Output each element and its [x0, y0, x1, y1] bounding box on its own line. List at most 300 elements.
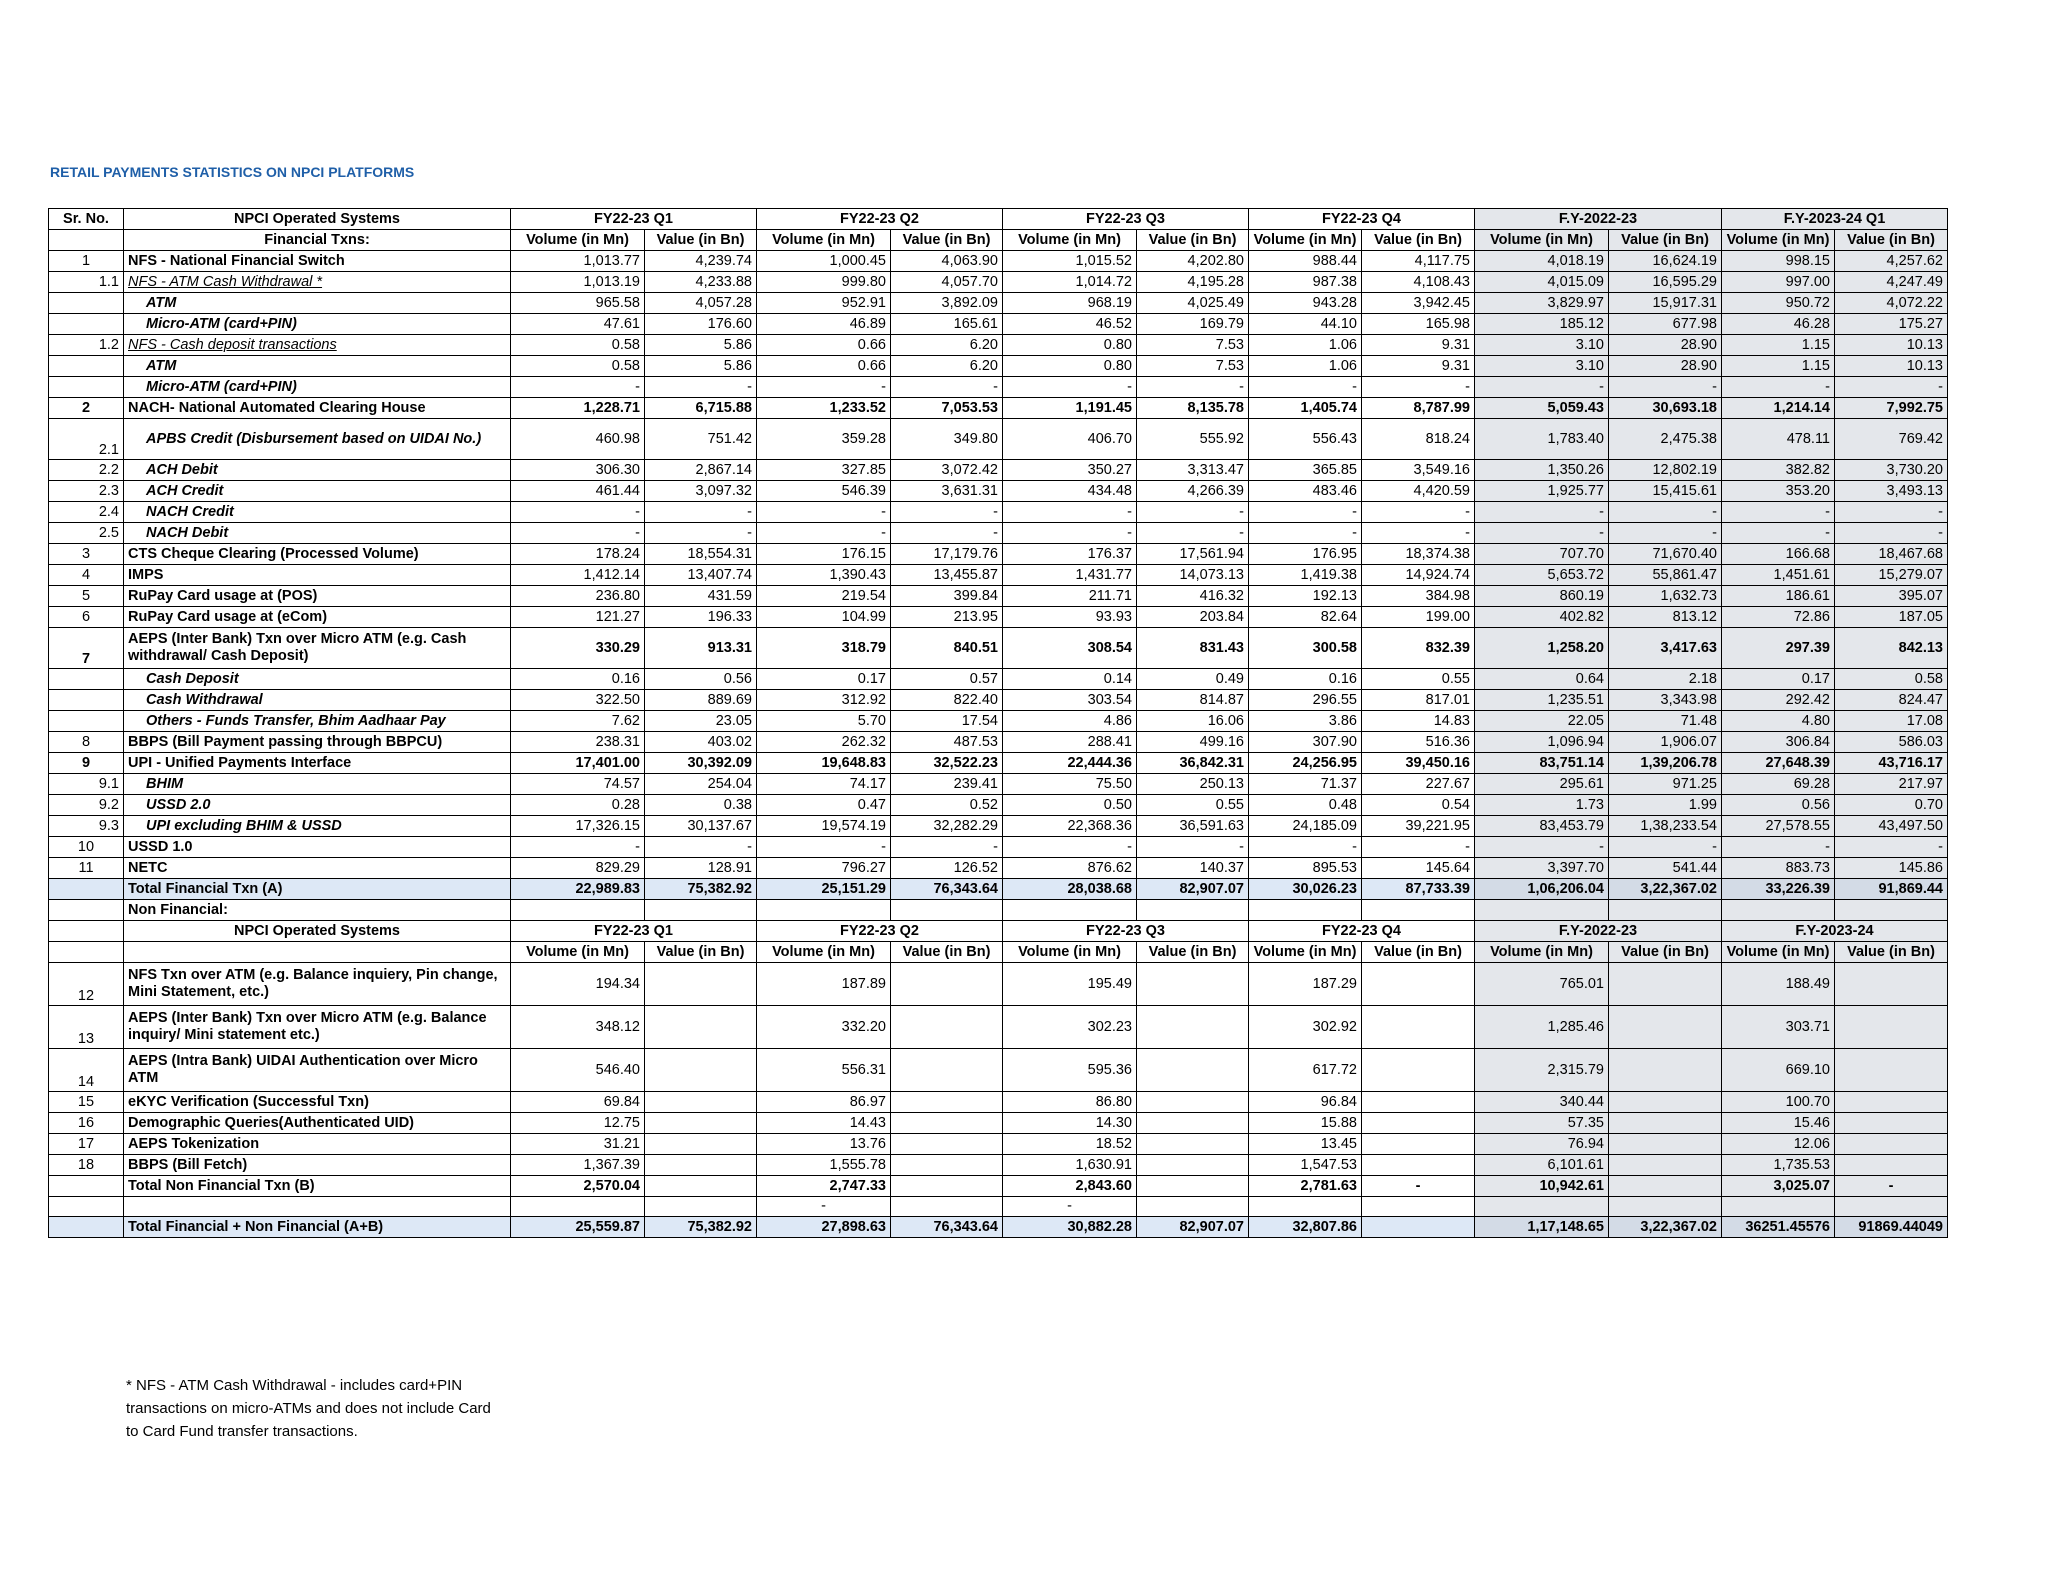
- value-cell: 968.19: [1003, 293, 1137, 314]
- value-cell: 17,179.76: [891, 544, 1003, 565]
- system-label: ACH Credit: [124, 481, 511, 502]
- empty-cell: [124, 1197, 511, 1217]
- value-cell: [645, 1006, 757, 1049]
- sr-no-cell: 1.2: [49, 335, 124, 356]
- table-row: [49, 460, 1948, 481]
- value-cell: [1362, 1134, 1475, 1155]
- value-cell: 239.41: [891, 774, 1003, 795]
- value-cell: 16,595.29: [1609, 272, 1722, 293]
- value-cell: 43,497.50: [1835, 816, 1948, 837]
- value-cell: [1362, 1217, 1475, 1238]
- value-cell: 295.61: [1475, 774, 1609, 795]
- value-cell: 327.85: [757, 460, 891, 481]
- value-cell: [1362, 1155, 1475, 1176]
- value-cell: -: [1475, 837, 1609, 858]
- value-cell: 769.42: [1835, 419, 1948, 460]
- sr-no-cell: 9.1: [49, 774, 124, 795]
- value-cell: 312.92: [757, 690, 891, 711]
- value-cell: 213.95: [891, 607, 1003, 628]
- sr-no-cell: 2.2: [49, 460, 124, 481]
- value-cell: 32,807.86: [1249, 1217, 1362, 1238]
- value-cell: 546.39: [757, 481, 891, 502]
- value-cell: 16,624.19: [1609, 251, 1722, 272]
- financial-total-row: [49, 879, 1948, 900]
- value-cell: [1835, 1049, 1948, 1092]
- value-cell: [1835, 1134, 1948, 1155]
- value-cell: 4,257.62: [1835, 251, 1948, 272]
- value-cell: -: [511, 523, 645, 544]
- value-cell: 460.98: [511, 419, 645, 460]
- value-cell: -: [1249, 523, 1362, 544]
- empty-cell: [1475, 900, 1609, 921]
- value-cell: 813.12: [1609, 607, 1722, 628]
- value-cell: 12,802.19: [1609, 460, 1722, 481]
- value-cell: [1835, 1006, 1948, 1049]
- value-cell: -: [511, 377, 645, 398]
- value-cell: -: [1722, 523, 1835, 544]
- value-cell: 18,554.31: [645, 544, 757, 565]
- system-label: BBPS (Bill Fetch): [124, 1155, 511, 1176]
- value-cell: 262.32: [757, 732, 891, 753]
- value-cell: 199.00: [1362, 607, 1475, 628]
- value-cell: 461.44: [511, 481, 645, 502]
- volume-header: Volume (in Mn): [1249, 942, 1362, 963]
- table-row: [49, 1134, 1948, 1155]
- value-cell: 7.53: [1137, 335, 1249, 356]
- value-cell: 32,282.29: [891, 816, 1003, 837]
- value-cell: 44.10: [1249, 314, 1362, 335]
- value-cell: 1.06: [1249, 356, 1362, 377]
- value-cell: 71,670.40: [1609, 544, 1722, 565]
- value-cell: 556.31: [757, 1049, 891, 1092]
- value-cell: [891, 1197, 1003, 1217]
- sr-no-cell: 3: [49, 544, 124, 565]
- value-cell: 121.27: [511, 607, 645, 628]
- value-cell: 0.14: [1003, 669, 1137, 690]
- value-cell: 883.73: [1722, 858, 1835, 879]
- value-cell: 36251.45576: [1722, 1217, 1835, 1238]
- value-cell: 1,233.52: [757, 398, 891, 419]
- value-cell: 3,343.98: [1609, 690, 1722, 711]
- sr-no-cell: 11: [49, 858, 124, 879]
- value-cell: -: [757, 523, 891, 544]
- value-cell: 7.53: [1137, 356, 1249, 377]
- value-header: Value (in Bn): [645, 942, 757, 963]
- value-cell: 2,475.38: [1609, 419, 1722, 460]
- system-label: BHIM: [124, 774, 511, 795]
- table-row: [49, 356, 1948, 377]
- value-cell: [645, 1049, 757, 1092]
- value-cell: 483.46: [1249, 481, 1362, 502]
- value-cell: 332.20: [757, 1006, 891, 1049]
- value-cell: 69.28: [1722, 774, 1835, 795]
- value-cell: [645, 1113, 757, 1134]
- empty-cell: [1722, 900, 1835, 921]
- value-cell: 8,135.78: [1137, 398, 1249, 419]
- value-cell: 17.54: [891, 711, 1003, 732]
- table-row: [49, 669, 1948, 690]
- value-cell: 541.44: [1609, 858, 1722, 879]
- systems-header: NPCI Operated Systems: [124, 921, 511, 942]
- value-cell: 27,578.55: [1722, 816, 1835, 837]
- sr-no-cell: 2.5: [49, 523, 124, 544]
- value-cell: [1137, 1176, 1249, 1197]
- value-cell: 145.86: [1835, 858, 1948, 879]
- value-cell: 3,22,367.02: [1609, 879, 1722, 900]
- value-cell: [1609, 1155, 1722, 1176]
- value-cell: 0.58: [511, 335, 645, 356]
- value-cell: 1.99: [1609, 795, 1722, 816]
- value-cell: -: [1137, 837, 1249, 858]
- value-cell: 91869.44049: [1835, 1217, 1948, 1238]
- system-label: NFS - ATM Cash Withdrawal *: [124, 272, 511, 293]
- value-cell: -: [1609, 837, 1722, 858]
- period-header: FY22-23 Q4: [1249, 209, 1475, 230]
- empty-cell: [124, 942, 511, 963]
- value-cell: 1.15: [1722, 335, 1835, 356]
- system-label: eKYC Verification (Successful Txn): [124, 1092, 511, 1113]
- system-label: NFS Txn over ATM (e.g. Balance inquiery, Pin change, Mini Statement, etc.): [124, 963, 511, 1006]
- value-cell: 3,025.07: [1722, 1176, 1835, 1197]
- value-cell: 3,892.09: [891, 293, 1003, 314]
- value-cell: 889.69: [645, 690, 757, 711]
- value-cell: 24,185.09: [1249, 816, 1362, 837]
- value-cell: 999.80: [757, 272, 891, 293]
- value-cell: -: [1475, 502, 1609, 523]
- value-cell: 818.24: [1362, 419, 1475, 460]
- sr-no-cell: 7: [49, 628, 124, 669]
- value-cell: -: [1362, 502, 1475, 523]
- value-cell: 22,368.36: [1003, 816, 1137, 837]
- value-cell: 1,096.94: [1475, 732, 1609, 753]
- subheader-row: [49, 942, 1948, 963]
- value-cell: 1.06: [1249, 335, 1362, 356]
- value-cell: 478.11: [1722, 419, 1835, 460]
- value-cell: 0.38: [645, 795, 757, 816]
- total-label: Total Non Financial Txn (B): [124, 1176, 511, 1197]
- system-label: CTS Cheque Clearing (Processed Volume): [124, 544, 511, 565]
- value-cell: 188.49: [1722, 963, 1835, 1006]
- value-cell: -: [1609, 523, 1722, 544]
- sr-no-cell: 9.3: [49, 816, 124, 837]
- sr-no-cell: [49, 293, 124, 314]
- value-cell: 76,343.64: [891, 1217, 1003, 1238]
- table-row: [49, 272, 1948, 293]
- value-cell: 3,397.70: [1475, 858, 1609, 879]
- grand-total-label: Total Financial + Non Financial (A+B): [124, 1217, 511, 1238]
- value-cell: 32,522.23: [891, 753, 1003, 774]
- value-cell: 9.31: [1362, 356, 1475, 377]
- value-cell: 36,842.31: [1137, 753, 1249, 774]
- sr-no-cell: 9.2: [49, 795, 124, 816]
- value-cell: 18.52: [1003, 1134, 1137, 1155]
- value-cell: 30,882.28: [1003, 1217, 1137, 1238]
- table-row: [49, 816, 1948, 837]
- value-cell: 1,000.45: [757, 251, 891, 272]
- financial-label: Financial Txns:: [124, 230, 511, 251]
- value-cell: 1,783.40: [1475, 419, 1609, 460]
- system-label: Micro-ATM (card+PIN): [124, 377, 511, 398]
- table-row: [49, 565, 1948, 586]
- value-cell: [645, 1176, 757, 1197]
- value-header: Value (in Bn): [891, 230, 1003, 251]
- period-header: F.Y-2022-23: [1475, 209, 1722, 230]
- sr-no-cell: [49, 356, 124, 377]
- value-cell: [1362, 1006, 1475, 1049]
- value-cell: 895.53: [1249, 858, 1362, 879]
- system-label: AEPS (Inter Bank) Txn over Micro ATM (e.g. Cash withdrawal/ Cash Deposit): [124, 628, 511, 669]
- value-cell: [1137, 963, 1249, 1006]
- value-cell: -: [1835, 502, 1948, 523]
- value-cell: 192.13: [1249, 586, 1362, 607]
- sr-no-cell: [49, 690, 124, 711]
- system-label: AEPS (Inter Bank) Txn over Micro ATM (e.g. Balance inquiry/ Mini statement etc.): [124, 1006, 511, 1049]
- table-row: [49, 481, 1948, 502]
- value-cell: 22,444.36: [1003, 753, 1137, 774]
- system-label: UPI excluding BHIM & USSD: [124, 816, 511, 837]
- value-cell: 1,214.14: [1722, 398, 1835, 419]
- value-cell: 47.61: [511, 314, 645, 335]
- value-cell: 0.47: [757, 795, 891, 816]
- value-cell: 14,924.74: [1362, 565, 1475, 586]
- value-cell: 72.86: [1722, 607, 1835, 628]
- value-cell: 203.84: [1137, 607, 1249, 628]
- value-cell: 15,415.61: [1609, 481, 1722, 502]
- value-cell: 817.01: [1362, 690, 1475, 711]
- value-cell: 1,235.51: [1475, 690, 1609, 711]
- value-cell: 4,057.28: [645, 293, 757, 314]
- empty-cell: [49, 879, 124, 900]
- value-cell: 238.31: [511, 732, 645, 753]
- value-cell: 399.84: [891, 586, 1003, 607]
- value-cell: 3,22,367.02: [1609, 1217, 1722, 1238]
- value-cell: 1,013.77: [511, 251, 645, 272]
- value-cell: -: [645, 523, 757, 544]
- value-cell: 952.91: [757, 293, 891, 314]
- value-cell: 1,17,148.65: [1475, 1217, 1609, 1238]
- value-cell: 3,549.16: [1362, 460, 1475, 481]
- value-cell: 499.16: [1137, 732, 1249, 753]
- empty-cell: [1362, 900, 1475, 921]
- value-cell: 5,059.43: [1475, 398, 1609, 419]
- value-cell: 765.01: [1475, 963, 1609, 1006]
- value-cell: [1609, 1197, 1722, 1217]
- value-cell: 74.57: [511, 774, 645, 795]
- value-cell: 406.70: [1003, 419, 1137, 460]
- value-cell: [1137, 1006, 1249, 1049]
- value-cell: 965.58: [511, 293, 645, 314]
- value-cell: 824.47: [1835, 690, 1948, 711]
- non-financial-total-row: [49, 1176, 1948, 1197]
- value-cell: 4,202.80: [1137, 251, 1249, 272]
- value-cell: 126.52: [891, 858, 1003, 879]
- value-cell: -: [511, 502, 645, 523]
- value-cell: 950.72: [1722, 293, 1835, 314]
- value-cell: [645, 1197, 757, 1217]
- system-label: NACH- National Automated Clearing House: [124, 398, 511, 419]
- value-cell: 359.28: [757, 419, 891, 460]
- value-cell: 13,407.74: [645, 565, 757, 586]
- value-cell: 13.76: [757, 1134, 891, 1155]
- value-cell: 7,992.75: [1835, 398, 1948, 419]
- value-cell: 75,382.92: [645, 879, 757, 900]
- value-cell: 434.48: [1003, 481, 1137, 502]
- value-cell: 254.04: [645, 774, 757, 795]
- value-cell: 1,555.78: [757, 1155, 891, 1176]
- value-cell: 55,861.47: [1609, 565, 1722, 586]
- value-cell: 14.43: [757, 1113, 891, 1134]
- value-cell: -: [511, 837, 645, 858]
- system-label: IMPS: [124, 565, 511, 586]
- value-cell: [891, 1134, 1003, 1155]
- value-cell: 83,453.79: [1475, 816, 1609, 837]
- value-cell: 17,401.00: [511, 753, 645, 774]
- value-cell: 0.55: [1362, 669, 1475, 690]
- sr-no-cell: 5: [49, 586, 124, 607]
- value-cell: -: [1835, 837, 1948, 858]
- table-row: [49, 1113, 1948, 1134]
- value-cell: 3,631.31: [891, 481, 1003, 502]
- value-cell: 15,279.07: [1835, 565, 1948, 586]
- value-cell: 4,063.90: [891, 251, 1003, 272]
- value-cell: [1137, 1113, 1249, 1134]
- value-header: Value (in Bn): [1137, 230, 1249, 251]
- value-cell: 1,431.77: [1003, 565, 1137, 586]
- value-cell: 306.84: [1722, 732, 1835, 753]
- header-row: [49, 209, 1948, 230]
- value-cell: -: [1609, 502, 1722, 523]
- value-cell: 14.30: [1003, 1113, 1137, 1134]
- volume-header: Volume (in Mn): [511, 230, 645, 251]
- value-cell: 187.89: [757, 963, 891, 1006]
- volume-header: Volume (in Mn): [757, 230, 891, 251]
- value-cell: 1.73: [1475, 795, 1609, 816]
- value-cell: 487.53: [891, 732, 1003, 753]
- table-row: [49, 963, 1948, 1006]
- value-cell: 4,108.43: [1362, 272, 1475, 293]
- value-cell: 17,561.94: [1137, 544, 1249, 565]
- value-cell: 7.62: [511, 711, 645, 732]
- value-cell: [1249, 1197, 1362, 1217]
- period-header: F.Y-2023-24: [1722, 921, 1948, 942]
- value-cell: 185.12: [1475, 314, 1609, 335]
- value-cell: [891, 1113, 1003, 1134]
- system-label: Cash Deposit: [124, 669, 511, 690]
- value-cell: -: [1003, 502, 1137, 523]
- value-cell: 57.35: [1475, 1113, 1609, 1134]
- empty-cell: [49, 230, 124, 251]
- sr-no-cell: 8: [49, 732, 124, 753]
- value-cell: 86.80: [1003, 1092, 1137, 1113]
- value-cell: 2,843.60: [1003, 1176, 1137, 1197]
- value-cell: [1609, 1113, 1722, 1134]
- value-cell: 1,06,206.04: [1475, 879, 1609, 900]
- value-cell: 5.86: [645, 335, 757, 356]
- value-cell: 1,228.71: [511, 398, 645, 419]
- table-row: [49, 377, 1948, 398]
- value-cell: -: [1722, 502, 1835, 523]
- value-cell: 128.91: [645, 858, 757, 879]
- value-cell: 2,315.79: [1475, 1049, 1609, 1092]
- period-header: F.Y-2023-24 Q1: [1722, 209, 1948, 230]
- table-row: [49, 837, 1948, 858]
- value-cell: 556.43: [1249, 419, 1362, 460]
- system-label: NFS - National Financial Switch: [124, 251, 511, 272]
- value-cell: 4.86: [1003, 711, 1137, 732]
- system-label: USSD 2.0: [124, 795, 511, 816]
- value-cell: 19,574.19: [757, 816, 891, 837]
- value-cell: 302.92: [1249, 1006, 1362, 1049]
- value-cell: [1137, 1092, 1249, 1113]
- value-cell: 3,730.20: [1835, 460, 1948, 481]
- value-cell: 86.97: [757, 1092, 891, 1113]
- value-cell: 1,632.73: [1609, 586, 1722, 607]
- value-cell: 1,350.26: [1475, 460, 1609, 481]
- value-cell: 307.90: [1249, 732, 1362, 753]
- value-cell: 300.58: [1249, 628, 1362, 669]
- value-cell: 1,405.74: [1249, 398, 1362, 419]
- value-cell: [1362, 1092, 1475, 1113]
- value-cell: 296.55: [1249, 690, 1362, 711]
- sr-no-cell: 10: [49, 837, 124, 858]
- sr-no-cell: 12: [49, 963, 124, 1006]
- value-cell: 8,787.99: [1362, 398, 1475, 419]
- sr-no-cell: [49, 377, 124, 398]
- value-cell: 988.44: [1249, 251, 1362, 272]
- value-cell: [1609, 1176, 1722, 1197]
- value-cell: 22.05: [1475, 711, 1609, 732]
- value-cell: -: [757, 1197, 891, 1217]
- volume-header: Volume (in Mn): [1722, 942, 1835, 963]
- value-cell: 403.02: [645, 732, 757, 753]
- value-cell: 145.64: [1362, 858, 1475, 879]
- value-cell: 832.39: [1362, 628, 1475, 669]
- sr-no-cell: [49, 314, 124, 335]
- value-cell: -: [757, 377, 891, 398]
- value-cell: 876.62: [1003, 858, 1137, 879]
- value-cell: 211.71: [1003, 586, 1137, 607]
- value-cell: 431.59: [645, 586, 757, 607]
- value-cell: 187.05: [1835, 607, 1948, 628]
- value-cell: [1137, 1049, 1249, 1092]
- value-cell: 75.50: [1003, 774, 1137, 795]
- value-cell: [1137, 1155, 1249, 1176]
- value-cell: 28.90: [1609, 335, 1722, 356]
- value-cell: 1,412.14: [511, 565, 645, 586]
- value-cell: -: [1362, 377, 1475, 398]
- value-cell: 6.20: [891, 356, 1003, 377]
- value-cell: 4,239.74: [645, 251, 757, 272]
- gap-row: [49, 1197, 1948, 1217]
- value-cell: 943.28: [1249, 293, 1362, 314]
- period-header: FY22-23 Q2: [757, 921, 1003, 942]
- period-header: FY22-23 Q3: [1003, 921, 1249, 942]
- sr-no-cell: 15: [49, 1092, 124, 1113]
- value-cell: 831.43: [1137, 628, 1249, 669]
- value-cell: -: [757, 837, 891, 858]
- value-cell: [1835, 1197, 1948, 1217]
- table-row: [49, 335, 1948, 356]
- table-row: [49, 398, 1948, 419]
- value-cell: 14.83: [1362, 711, 1475, 732]
- value-cell: 74.17: [757, 774, 891, 795]
- system-label: USSD 1.0: [124, 837, 511, 858]
- value-cell: 140.37: [1137, 858, 1249, 879]
- system-label: AEPS Tokenization: [124, 1134, 511, 1155]
- sr-no-cell: 2.1: [49, 419, 124, 460]
- value-cell: -: [1475, 377, 1609, 398]
- value-cell: 15,917.31: [1609, 293, 1722, 314]
